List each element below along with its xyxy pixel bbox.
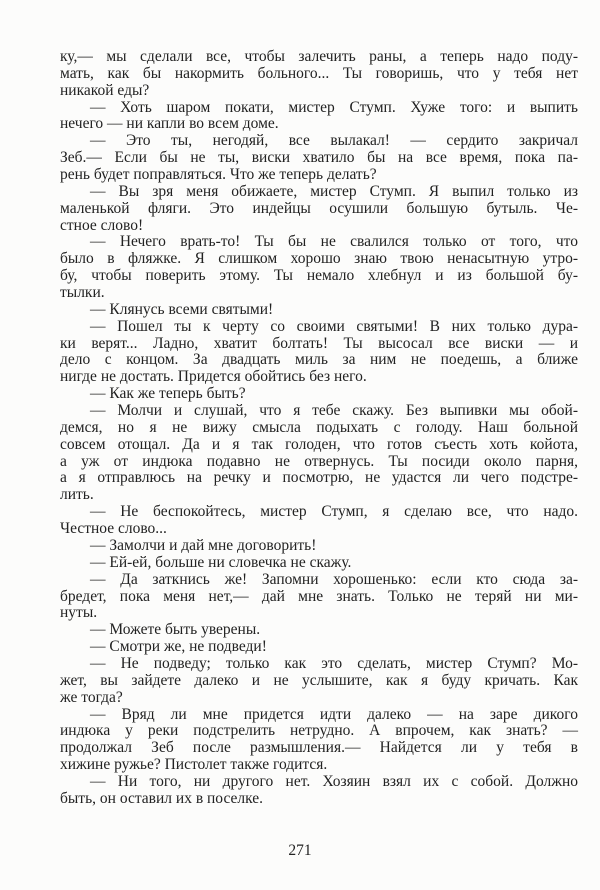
page-number: 271 <box>288 842 312 859</box>
text-line: Честное слово... <box>60 520 167 538</box>
text-line: — Пошел ты к черту со своими святыми! В них только дура- <box>90 317 578 335</box>
text-line: — Вы зря меня обижаете, мистер Стумп. Я выпил только из <box>90 182 578 200</box>
text-line: бредет, пока меня нет,— дай мне знать. Только не теряй ни ми- <box>60 587 578 605</box>
text-line: — Молчи и слушай, что я тебе скажу. Без выпивки мы обой- <box>90 402 578 420</box>
text-line: Зеб.— Если бы не ты, виски хватило бы на все время, пока па- <box>60 149 578 167</box>
text-line: дело с концом. За двадцать миль за ним не поедешь, а ближе <box>60 351 578 369</box>
text-line: нуты. <box>60 604 98 622</box>
text-line: было в фляжке. Я слишком хорошо знаю твою ненасытную утро- <box>60 250 578 268</box>
page-text <box>60 49 578 808</box>
text-line: — Замолчи и дай мне договорить! <box>90 536 317 554</box>
text-line: ки верят... Ладно, хватит болтать! Ты высосал все виски — и <box>60 334 578 352</box>
text-line: тылки. <box>60 284 105 302</box>
text-line: маленькой фляги. Это индейцы осушили большую бутыль. Че- <box>60 199 578 217</box>
text-line: же тогда? <box>60 688 123 706</box>
text-line: хижине ружье? Пистолет также годится. <box>60 756 328 774</box>
text-line: — Клянусь всеми святыми! <box>90 300 274 318</box>
text-line: лить. <box>60 486 94 504</box>
text-line: стное слово! <box>60 216 144 234</box>
text-line: нечего — ни капли во всем доме. <box>60 115 279 133</box>
text-line: — Не подведу; только как это сделать, мистер Стумп? Мо- <box>90 654 578 672</box>
text-line: — Ни того, ни другого нет. Хозяин взял их с собой. Должно <box>90 772 578 790</box>
text-line: рень будет поправляться. Что же теперь делать? <box>60 166 377 184</box>
text-line: демся, но я не вижу смысла подыхать с голоду. Наш больной <box>60 418 578 436</box>
text-line: совсем отощал. Да и я так голоден, что готов съесть хоть койота, <box>60 435 578 453</box>
text-line: ку,— мы сделали все, чтобы залечить раны, а теперь надо поду- <box>60 48 578 65</box>
text-line: — Не беспокойтесь, мистер Стумп, я сделаю все, что надо. <box>90 503 578 521</box>
text-line: — Это ты, негодяй, все вылакал! — сердито закричал <box>90 132 578 150</box>
text-line: а я отправлюсь на речку и посмотрю, не удастся ли чего подстре- <box>60 469 578 487</box>
text-line: — Вряд ли мне придется идти далеко — на заре дикого <box>90 705 578 723</box>
text-line: продолжал Зеб после размышления.— Найдется ли у тебя в <box>60 739 578 757</box>
text-line: мать, как бы накормить больного... Ты говоришь, что у тебя нет <box>60 64 578 82</box>
text-line: бу, чтобы поверить этому. Ты немало хлебнул и из большой бу- <box>60 267 578 285</box>
text-line: никакой еды? <box>60 81 150 99</box>
text-line: индюка у реки подстрелить нетрудно. А впрочем, как знать? — <box>60 722 578 740</box>
text-line: а уж от индюка подавно не отвернусь. Ты посиди около парня, <box>60 452 578 470</box>
text-line: — Ей-ей, больше ни словечка не скажу. <box>90 553 352 571</box>
text-line: — Да заткнись же! Запомни хорошенько: если кто сюда за- <box>90 570 578 588</box>
text-line: жет, вы зайдете далеко и не услышите, как я буду кричать. Как <box>60 671 578 689</box>
text-line: — Можете быть уверены. <box>90 621 261 639</box>
text-line: — Нечего врать-то! Ты бы не свалился только от того, что <box>90 233 578 251</box>
text-line: — Хоть шаром покати, мистер Стумп. Хуже того: и выпить <box>90 98 578 116</box>
text-line: — Смотри же, не подведи! <box>90 638 267 656</box>
text-line: нигде не достать. Придется обойтись без него. <box>60 368 367 386</box>
text-line: быть, он оставил их в поселке. <box>60 789 264 807</box>
text-line: — Как же теперь быть? <box>90 385 246 403</box>
